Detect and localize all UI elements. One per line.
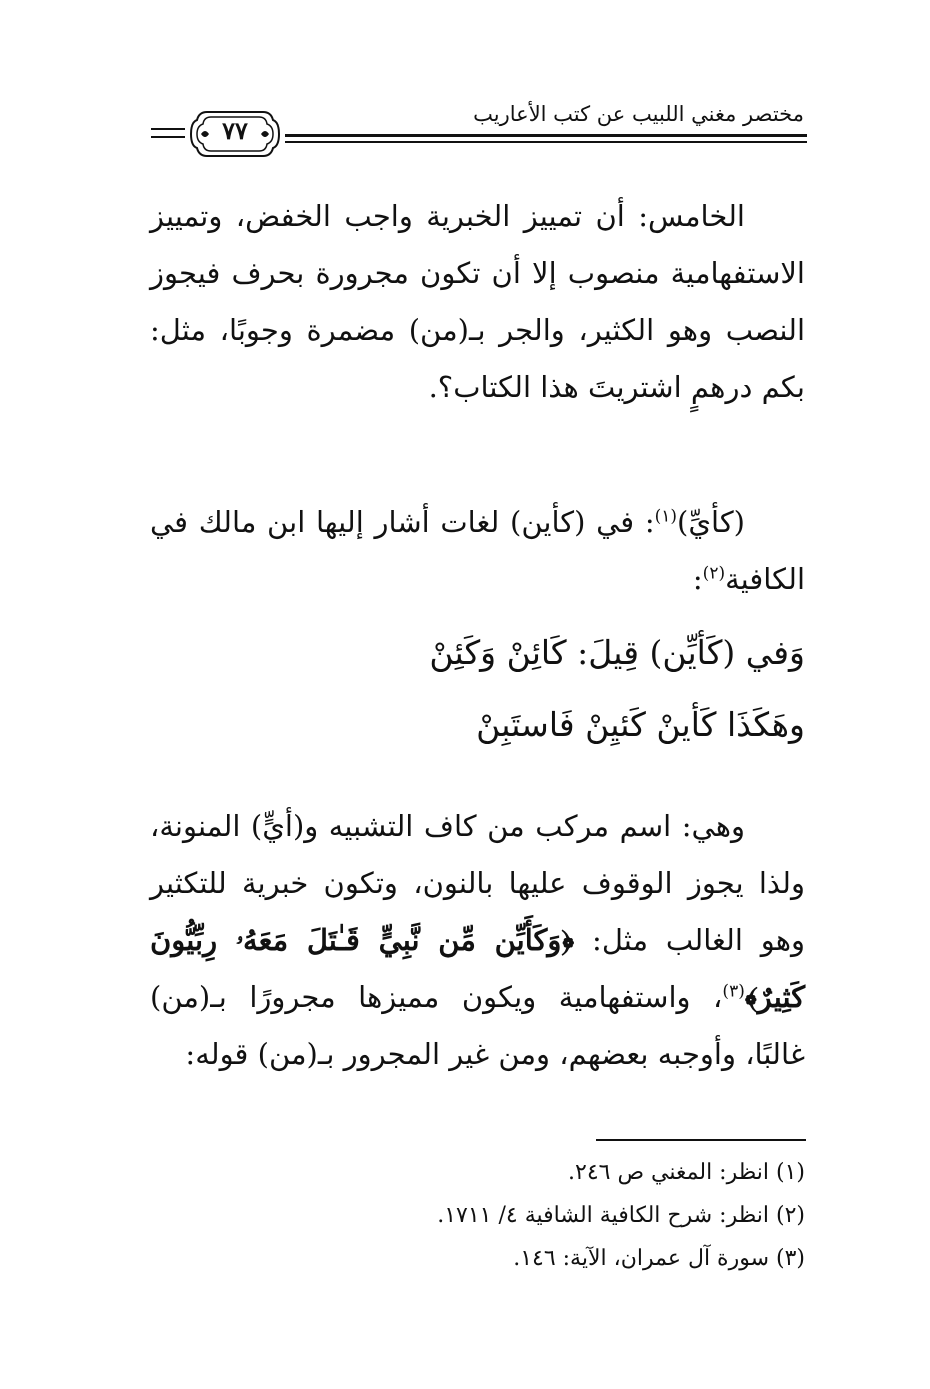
footnote-separator: [596, 1139, 806, 1141]
explanation-text-a: وهي: اسم مركب من كاف التشبيه و(أيٍّ) المنونة، ولذا يجوز الوقوف عليها بالنون، وتكون خبرية للتكثير وهو الغالب مثل:: [150, 809, 806, 957]
kayyin-text: : في (كأين) لغات أشار إليها ابن مالك في الكافية: [150, 505, 805, 596]
explanation-text-b: ، واستفهامية ويكون مميزها مجرورًا بـ(من) غالبًا، وأوجبه بعضهم، ومن غير المجرور بـ(من) قوله:: [150, 980, 805, 1071]
verse-line-1: وَفي (كَأيِّن) قِيلَ: كَائِنْ وَكَئِنْ: [429, 633, 805, 672]
running-header-title: مختصر مغني اللبيب عن كتب الأعاريب: [473, 102, 804, 126]
header-rule-right-top: [285, 134, 807, 137]
paragraph-kayyin-explanation: [150, 798, 805, 1083]
paragraph-fifth-difference: الخامس: أن تمييز الخبرية واجب الخفض، وتمييز الاستفهامية منصوب إلا أن تكون مجرورة بحرف فيجوز النصب وهو الكثير، والجر بـ(من) مضمرة وجوبًا، مثل: بكم درهمٍ اشتريتَ هذا الكتاب؟.: [150, 199, 805, 404]
kayyin-term: (كأيِّ): [677, 505, 745, 539]
footnote-ref-2[interactable]: (٢): [702, 563, 726, 584]
header-rule-left-bottom: [151, 136, 185, 138]
verse-line-2: وهَكَذَا كَأينْ كَئيِنْ فَاستَبِنْ: [476, 705, 805, 744]
footnote-1: (١) انظر: المغني ص ٢٤٦.: [568, 1160, 805, 1185]
page-number: ٧٧: [222, 116, 248, 145]
footnote-3: (٣) سورة آل عمران، الآية: ١٤٦.: [513, 1246, 805, 1271]
footnote-ref-3[interactable]: (٣): [722, 981, 745, 1002]
paragraph-kayyin-intro: [150, 494, 805, 608]
footnote-2: (٢) انظر: شرح الكافية الشافية ٤/ ١٧١١.: [437, 1203, 805, 1228]
header-rule-left-top: [151, 128, 185, 130]
footnote-ref-1[interactable]: (١): [654, 506, 678, 527]
quran-quote: ﴿وَكَأَيِّن مِّن نَّبِيٍّ قَـٰتَلَ مَعَهُۥ رِبِّيُّونَ كَثِيرٌ﴾: [150, 923, 805, 1014]
kayyin-colon: :: [692, 562, 703, 596]
header-rule-right-bottom: [285, 141, 807, 143]
